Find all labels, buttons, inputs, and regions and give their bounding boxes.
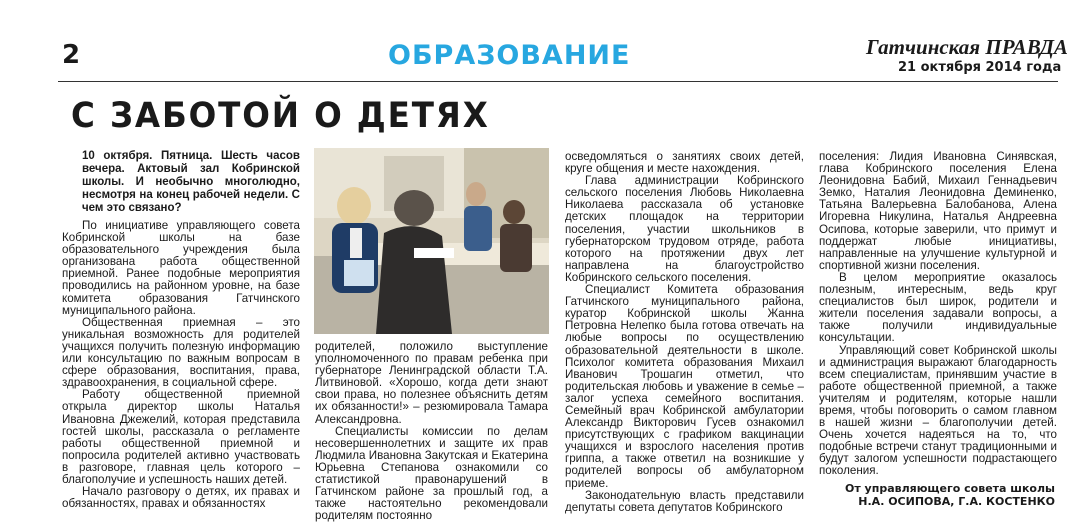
- header-divider: [58, 81, 1058, 82]
- article-signature: [819, 482, 1055, 508]
- paragraph: Законодательную власть представили депутаты совета депутатов Кобринского: [565, 488, 804, 514]
- newspaper-name: Гатчинская ПРАВДА: [866, 35, 1068, 59]
- paragraph: В целом мероприятие оказалось полезным, интересным, ведь круг специалистов был широк, родители и жители поселения задавали вопросы, а также получили индивидуальные консультации.: [819, 270, 1057, 345]
- paragraph: По инициативе управляющего совета Кобринской школы на базе образовательного учреждения была организована работа общественной приемной. Ранее подобные мероприятия проводились на районном уровне, на базе комитета образования Гатчинского муниципального района.: [62, 219, 300, 317]
- article-headline: С ЗАБОТОЙ О ДЕТЯХ: [71, 96, 490, 136]
- article-column-3: [565, 151, 804, 530]
- page-number: 2: [62, 40, 81, 70]
- paragraph: родителей, положило выступление уполномоченного по правам ребенка при губернаторе Ленинградской области Т.А. Литвиновой. «Хорошо, когда дети знают свои права, но полезнее объяснить детям их обязанности!» – резюмировала Тамара Александровна.: [315, 340, 548, 426]
- issue-date: 21 октября 2014 года: [898, 60, 1062, 75]
- paragraph: Специалисты комиссии по делам несовершеннолетних и защите их прав Людмила Ивановна Закутская и Екатерина Юрьевна Степанова ознакомили со статистикой правонарушений в Гатчинском районе за прошлый год, а также настоятельно рекомендовали родителям постоянно: [315, 424, 548, 523]
- section-title: ОБРАЗОВАНИЕ: [388, 40, 631, 71]
- signature-organization: От управляющего совета школы: [845, 482, 1055, 495]
- paragraph: Специалист Комитета образования Гатчинского муниципального района, куратор Кобринской школы Жанна Петровна Нелепко была готова отвечать на любые вопросы по осуществлению образовательной деятельности в школе. Психолог комитета образования Михаил Иванович Трошагин отметил, что родительская любовь и уважение в семье – залог успеха семейного воспитания. Семейный врач Кобринской амбулатории Александр Викторович Гусев ознакомил присутствующих с графиком вакцинации учащихся и взрослого населения против гриппа, а также ответил на возникшие у родителей вопросы об амбулаторном приеме.: [565, 283, 804, 490]
- paragraph: осведомляться о занятиях своих детей, круге общения и месте нахождения.: [565, 150, 804, 176]
- paragraph: Общественная приемная – это уникальная возможность для родителей учащихся получить полезную информацию или консультацию по важным вопросам в сфере образования, воспитания, права, здравоохранения, в социальной сфере.: [62, 315, 300, 390]
- article-column-2: [315, 341, 548, 530]
- article-column-4: [819, 150, 1057, 478]
- photo-illustration: [314, 148, 549, 334]
- paragraph: поселения: Лидия Ивановна Синявская, глава Кобринского поселения Елена Леонидовна Бабий, Михаил Геннадьевич Земко, Наталия Леонидовна Деминенко, Татьяна Валерьевна Балобанова, Алена Игоревна Никулина, Наталья Андреевна Осипова, которые заверили, что примут и поддержат любые инициативы, направленные на улучшение культурной и спортивной жизни поселения.: [819, 150, 1057, 272]
- article-column-1: [62, 220, 300, 528]
- paragraph: Управляющий совет Кобринской школы и администрация выражают благодарность всем специалистам, принявшим участие в работе общественной приемной, а также учителям и родителям, которые нашли время, чтобы поговорить о самом главном в нашей жизни – благополучии детей. Очень хочется надеяться на то, что подобные встречи станут традиционными и будут залогом успешности подрастающего поколения.: [819, 343, 1057, 478]
- paragraph: Работу общественной приемной открыла директор школы Наталья Ивановна Джежелий, которая представила гостей школы, рассказала о регламенте работы общественной приемной и попросила родителей активно участвовать в разговоре, главная цель которого – благополучие и успешность наших детей.: [62, 388, 300, 486]
- paragraph: Начало разговору о детях, их правах и обязанностях, правах и обязанностях: [62, 485, 300, 511]
- paragraph: Глава администрации Кобринского сельского поселения Любовь Николаевна Николаева рассказала об установке детских площадок на территории поселения, участии школьников в губернаторском трудовом отряде, работа которого на протяжении двух лет направлена на благоустройство Кобринского сельского поселения.: [565, 174, 804, 284]
- signature-authors: Н.А. ОСИПОВА, Г.А. КОСТЕНКО: [858, 495, 1055, 508]
- article-photo: [314, 148, 549, 334]
- article-lead: 10 октября. Пятница. Шесть часов вечера. Актовый зал Кобринской школы. И необычно многолюдно, несмотря на конец рабочей недели. С чем это связано?: [82, 150, 300, 214]
